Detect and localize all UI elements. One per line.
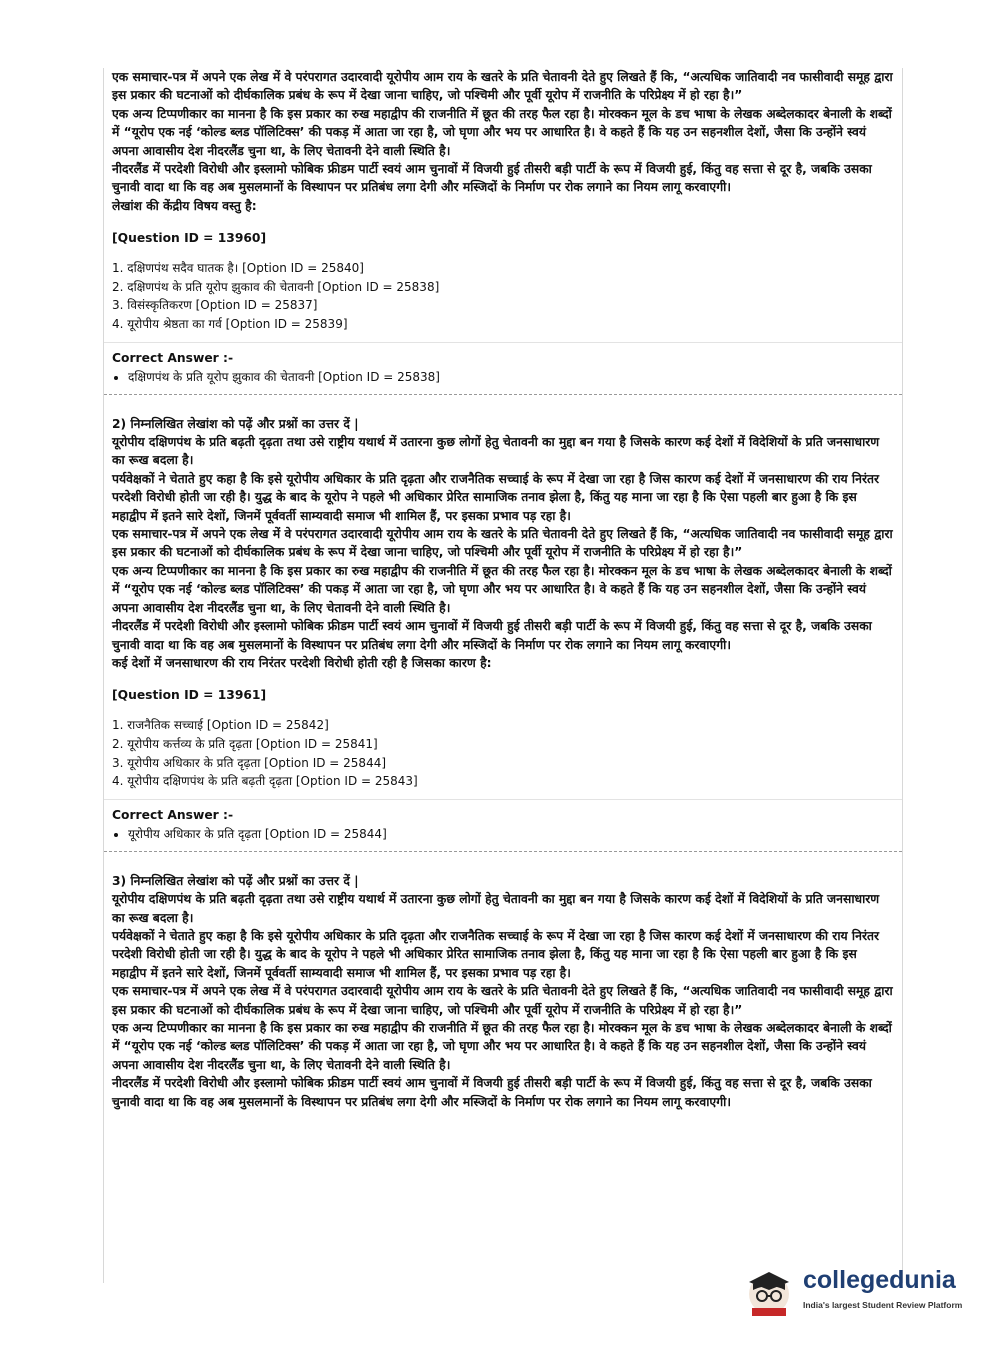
option-item: 3. यूरोपीय अधिकार के प्रति दृढ़ता [Option ID = 25844] xyxy=(112,755,387,770)
correct-answer-label: Correct Answer :- xyxy=(112,350,234,365)
option-item: 2. दक्षिणपंथ के प्रति यूरोप झुकाव की चेतावनी [Option ID = 25838] xyxy=(112,279,440,294)
passage-paragraph: एक समाचार-पत्र में अपने एक लेख में वे परंपरागत उदारवादी यूरोपीय आम राय के खतरे के प्रति चेतावनी देते हुए लिखते हैं कि, “अत्यधिक जातिवादी नव फासीवादी समूह द्वारा इस प्रकार की घटनाओं को दीर्घकालिक प्रबंध के रूप में देखा जाना चाहिए, जो पश्चिमी और पूर्वी यूरोप में राजनीति के परिप्रेक्ष्य में हो रहा है।” xyxy=(112,70,893,103)
question-2 xyxy=(112,415,894,843)
passage-paragraph: नीदरलैंड में परदेशी विरोधी और इस्लामो फोबिक फ्रीडम पार्टी स्वयं आम चुनावों में विजयी हुई तीसरी बड़ी पार्टी के रूप में विजयी हुई, किंतु वह सत्ता से दूर है, जबकि उसका चुनावी वादा था कि वह अब मुसलमानों के विस्थापन पर प्रतिबंध लगा देगी और मस्जिदों के निर्माण पर रोक लगाने का नियम लागू करवाएगी। xyxy=(112,619,872,652)
correct-answer: • दक्षिणपंथ के प्रति यूरोप झुकाव की चेतावनी [Option ID = 25838] xyxy=(128,368,894,386)
divider xyxy=(104,342,902,343)
passage-paragraph: पर्यवेक्षकों ने चेताते हुए कहा है कि इसे यूरोपीय अधिकार के प्रति दृढ़ता और राजनैतिक सच्चाई के रूप में देखा जा रहा है जिस कारण कई देशों में जनसाधारण की राय निरंतर परदेशी विरोधी होती जा रही है। युद्ध के बाद के यूरोप ने पहले भी अधिकार प्रेरित सामाजिक तनाव झेला है, किंतु यह माना जा रहा है कि ऐसा पहली बार हुआ है कि इस महाद्वीप में इतने सारे देशों, जिनमें पूर्ववर्ती साम्यवादी समाज भी शामिल हैं, पर इसका प्रभाव पड़ रहा है। xyxy=(112,471,880,523)
passage-paragraph: नीदरलैंड में परदेशी विरोधी और इस्लामो फोबिक फ्रीडम पार्टी स्वयं आम चुनावों में विजयी हुई तीसरी बड़ी पार्टी के रूप में विजयी हुई, किंतु वह सत्ता से दूर है, जबकि उसका चुनावी वादा था कि वह अब मुसलमानों के विस्थापन पर प्रतिबंध लगा देगी और मस्जिदों के निर्माण पर रोक लगाने का नियम लागू करवाएगी। xyxy=(112,1076,872,1109)
option-item: 1. राजनैतिक सच्चाई [Option ID = 25842] xyxy=(112,718,329,733)
passage-paragraph: एक अन्य टिप्पणीकार का मानना है कि इस प्रकार का रुख महाद्वीप की राजनीति में छूत की तरह फैल रहा है। मोरक्कन मूल के डच भाषा के लेखक अब्देलकादर बेनाली के शब्दों में “यूरोप एक नई ‘कोल्ड ब्लड पॉलिटिक्स’ की पकड़ में आता जा रहा है, जो घृणा और भय पर आधारित है। वे कहते हैं कि यह उन सहनशील देशों, जैसा कि उन्होंने स्वयं अपना आवासीय देश नीदरलैंड चुना था, के लिए चेतावनी देने वाली स्थिति है। xyxy=(112,106,892,158)
passage-paragraph: एक समाचार-पत्र में अपने एक लेख में वे परंपरागत उदारवादी यूरोपीय आम राय के खतरे के प्रति चेतावनी देते हुए लिखते हैं कि, “अत्यधिक जातिवादी नव फासीवादी समूह द्वारा इस प्रकार की घटनाओं को दीर्घकालिक प्रबंध के रूप में देखा जाना चाहिए, जो पश्चिमी और पूर्वी यूरोप में राजनीति के परिप्रेक्ष्य में हो रहा है।” xyxy=(112,984,893,1017)
correct-answer-list xyxy=(112,368,894,386)
collegedunia-watermark xyxy=(740,1262,970,1320)
question-3 xyxy=(112,872,894,1111)
mascot-logo-icon xyxy=(740,1262,798,1320)
passage-paragraph: एक अन्य टिप्पणीकार का मानना है कि इस प्रकार का रुख महाद्वीप की राजनीति में छूत की तरह फैल रहा है। मोरक्कन मूल के डच भाषा के लेखक अब्देलकादर बेनाली के शब्दों में “यूरोप एक नई ‘कोल्ड ब्लड पॉलिटिक्स’ की पकड़ में आता जा रहा है, जो घृणा और भय पर आधारित है। वे कहते हैं कि यह उन सहनशील देशों, जैसा कि उन्होंने स्वयं अपना आवासीय देश नीदरलैंड चुना था, के लिए चेतावनी देने वाली स्थिति है। xyxy=(112,563,892,615)
option-item: 4. यूरोपीय दक्षिणपंथ के प्रति बढ़ती दृढ़ता [Option ID = 25843] xyxy=(112,774,418,789)
passage-paragraph: नीदरलैंड में परदेशी विरोधी और इस्लामो फोबिक फ्रीडम पार्टी स्वयं आम चुनावों में विजयी हुई तीसरी बड़ी पार्टी के रूप में विजयी हुई, किंतु वह सत्ता से दूर है, जबकि उसका चुनावी वादा था कि वह अब मुसलमानों के विस्थापन पर प्रतिबंध लगा देगी और मस्जिदों के निर्माण पर रोक लगाने का नियम लागू करवाएगी। xyxy=(112,162,872,195)
watermark-tagline: India's largest Student Review Platform xyxy=(803,1300,963,1310)
question-separator xyxy=(104,851,902,852)
passage-paragraph: पर्यवेक्षकों ने चेताते हुए कहा है कि इसे यूरोपीय अधिकार के प्रति दृढ़ता और राजनैतिक सच्चाई के रूप में देखा जा रहा है जिस कारण कई देशों में जनसाधारण की राय निरंतर परदेशी विरोधी होती जा रही है। युद्ध के बाद के यूरोप ने पहले भी अधिकार प्रेरित सामाजिक तनाव झेला है, किंतु यह माना जा रहा है कि ऐसा पहली बार हुआ है कि इस महाद्वीप में इतने सारे देशों, जिनमें पूर्ववर्ती साम्यवादी समाज भी शामिल हैं, पर इसका प्रभाव पड़ रहा है। xyxy=(112,928,880,980)
question-text: लेखांश की केंद्रीय विषय वस्तु है: xyxy=(112,198,257,213)
passage-paragraph: एक अन्य टिप्पणीकार का मानना है कि इस प्रकार का रुख महाद्वीप की राजनीति में छूत की तरह फैल रहा है। मोरक्कन मूल के डच भाषा के लेखक अब्देलकादर बेनाली के शब्दों में “यूरोप एक नई ‘कोल्ड ब्लड पॉलिटिक्स’ की पकड़ में आता जा रहा है, जो घृणा और भय पर आधारित है। वे कहते हैं कि यह उन सहनशील देशों, जैसा कि उन्होंने स्वयं अपना आवासीय देश नीदरलैंड चुना था, के लिए चेतावनी देने वाली स्थिति है। xyxy=(112,1020,892,1072)
passage-paragraph: एक समाचार-पत्र में अपने एक लेख में वे परंपरागत उदारवादी यूरोपीय आम राय के खतरे के प्रति चेतावनी देते हुए लिखते हैं कि, “अत्यधिक जातिवादी नव फासीवादी समूह द्वारा इस प्रकार की घटनाओं को दीर्घकालिक प्रबंध के रूप में देखा जाना चाहिए, जो पश्चिमी और पूर्वी यूरोप में राजनीति के परिप्रेक्ष्य में हो रहा है।” xyxy=(112,527,893,560)
question-text: कई देशों में जनसाधारण की राय निरंतर परदेशी विरोधी होती रही है जिसका कारण है: xyxy=(112,655,492,670)
document-page xyxy=(103,68,903,1283)
divider xyxy=(104,799,902,800)
option-item: 2. यूरोपीय कर्त्तव्य के प्रति दृढ़ता [Option ID = 25841] xyxy=(112,736,378,751)
question-heading: 2) निम्नलिखित लेखांश को पढ़ें और प्रश्नों का उत्तर दें | xyxy=(112,416,359,431)
correct-answer-list xyxy=(112,825,894,843)
options-list xyxy=(112,716,894,790)
passage-paragraph: यूरोपीय दक्षिणपंथ के प्रति बढ़ती दृढ़ता तथा उसे राष्ट्रीय यथार्थ में उतारना कुछ लोगों हेतु चेतावनी का मुद्दा बन गया है जिसके कारण कई देशों में विदेशियों के प्रति जनसाधारण का रूख बदला है। xyxy=(112,435,880,468)
question-1-continuation xyxy=(112,68,894,386)
option-item: 3. विसंस्कृतिकरण [Option ID = 25837] xyxy=(112,298,318,313)
question-heading: 3) निम्नलिखित लेखांश को पढ़ें और प्रश्नों का उत्तर दें | xyxy=(112,873,359,888)
question-id: [Question ID = 13960] xyxy=(112,231,267,246)
watermark-brand: collegedunia xyxy=(803,1266,956,1294)
options-list xyxy=(112,259,894,333)
question-id: [Question ID = 13961] xyxy=(112,688,267,703)
correct-answer-label: Correct Answer :- xyxy=(112,807,234,822)
correct-answer: • यूरोपीय अधिकार के प्रति दृढ़ता [Option ID = 25844] xyxy=(128,825,894,843)
option-item: 1. दक्षिणपंथ सदैव घातक है। [Option ID = 25840] xyxy=(112,261,364,276)
question-separator xyxy=(104,394,902,395)
passage-paragraph: यूरोपीय दक्षिणपंथ के प्रति बढ़ती दृढ़ता तथा उसे राष्ट्रीय यथार्थ में उतारना कुछ लोगों हेतु चेतावनी का मुद्दा बन गया है जिसके कारण कई देशों में विदेशियों के प्रति जनसाधारण का रूख बदला है। xyxy=(112,892,880,925)
option-item: 4. यूरोपीय श्रेष्ठता का गर्व [Option ID = 25839] xyxy=(112,317,348,332)
